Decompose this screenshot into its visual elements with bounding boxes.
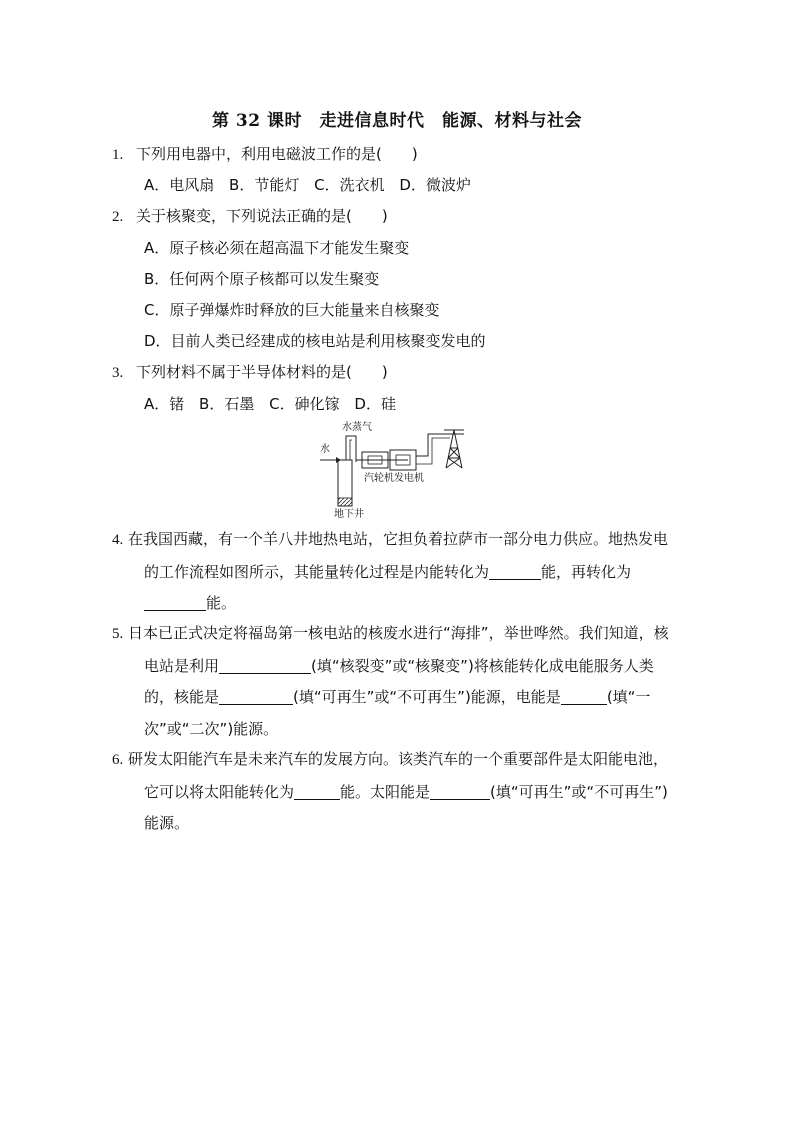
question-number: 2. [112,209,124,225]
question-text: (填“可再生”或“不可再生”)能源，电能是 [293,688,561,706]
question-stem: 下列用电器中，利用电磁波工作的是( ) [136,145,418,163]
question-stem: 下列材料不属于半导体材料的是( ) [136,363,388,381]
question-number: 1. [112,147,124,163]
question-text: 能。 [206,594,237,612]
power-line-2 [416,438,450,464]
answer-blank[interactable] [561,687,607,705]
machines-label: 汽轮机发电机 [364,473,424,484]
option-b: B．任何两个原子核都可以发生聚变 [144,270,380,288]
question-3 [112,357,680,389]
answer-blank[interactable] [144,593,206,611]
option-c: C．砷化镓 [269,395,340,413]
option-d: D．目前人类已经建成的核电站是利用核聚变发电的 [144,332,486,350]
option-c: C．原子弹爆炸时释放的巨大能量来自核聚变 [144,301,440,319]
geothermal-diagram [318,420,478,520]
question-1-options [144,170,481,201]
water-label: 水 [320,444,330,455]
answer-blank[interactable] [294,782,340,800]
question-4 [112,524,682,620]
well-bottom [338,498,352,506]
question-text: 能，再转化为 [541,562,632,581]
option-c: C．洗衣机 [314,176,385,194]
question-number: 3. [112,365,124,381]
option-a: A．锗 [144,395,185,413]
question-3-options [144,389,406,420]
question-stem: 关于核聚变，下列说法正确的是( ) [136,207,388,225]
question-number: 6. [112,752,124,768]
question-text: 能。太阳能是 [340,782,431,801]
option-d: D．微波炉 [399,176,471,194]
question-number: 5. [112,626,124,642]
option-d: D．硅 [354,395,396,413]
question-text: 日本已正式决定将福岛第一核电站的核废水进行“海排”，举世哗然。我们知道，核电站是利用 [128,624,669,675]
option-a: A．原子核必须在超高温下才能发生聚变 [144,239,410,257]
option-b: B．石墨 [199,395,255,413]
answer-blank[interactable] [219,656,311,674]
question-text: (填“核裂变”或“核聚变”)将核能转化成电能服务人类的，核能是 [144,656,654,706]
question-text: (填“一次”或“二次”)能源。 [144,688,651,738]
question-number: 4. [112,532,124,548]
question-6 [112,744,682,840]
option-a: A．电风扇 [144,176,215,194]
answer-blank[interactable] [430,782,490,800]
question-1 [112,139,680,171]
pylon-icon [444,430,464,468]
question-text: (填“可再生”或“不可再生”)能源。 [144,782,668,832]
steam-pipe-inner [350,440,352,460]
well-label: 地下井 [334,509,364,520]
question-text: 研发太阳能汽车是未来汽车的发展方向。该类汽车的一个重要部件是太阳能电池，它可以将太阳能转化为 [128,750,669,801]
power-line [416,434,450,456]
question-2 [112,201,680,233]
question-text: 在我国西藏，有一个羊八井地热电站，它担负着拉萨市一部分电力供应。地热发电的工作流程如图所示，其能量转化过程是内能转化为 [128,530,669,581]
question-5 [112,618,682,745]
steam-label: 水蒸气 [342,422,372,433]
answer-blank[interactable] [489,562,541,580]
answer-blank[interactable] [219,687,293,705]
option-b: B．节能灯 [229,176,300,194]
page-title: 第 32 课时 走进信息时代 能源、材料与社会 [212,111,582,131]
